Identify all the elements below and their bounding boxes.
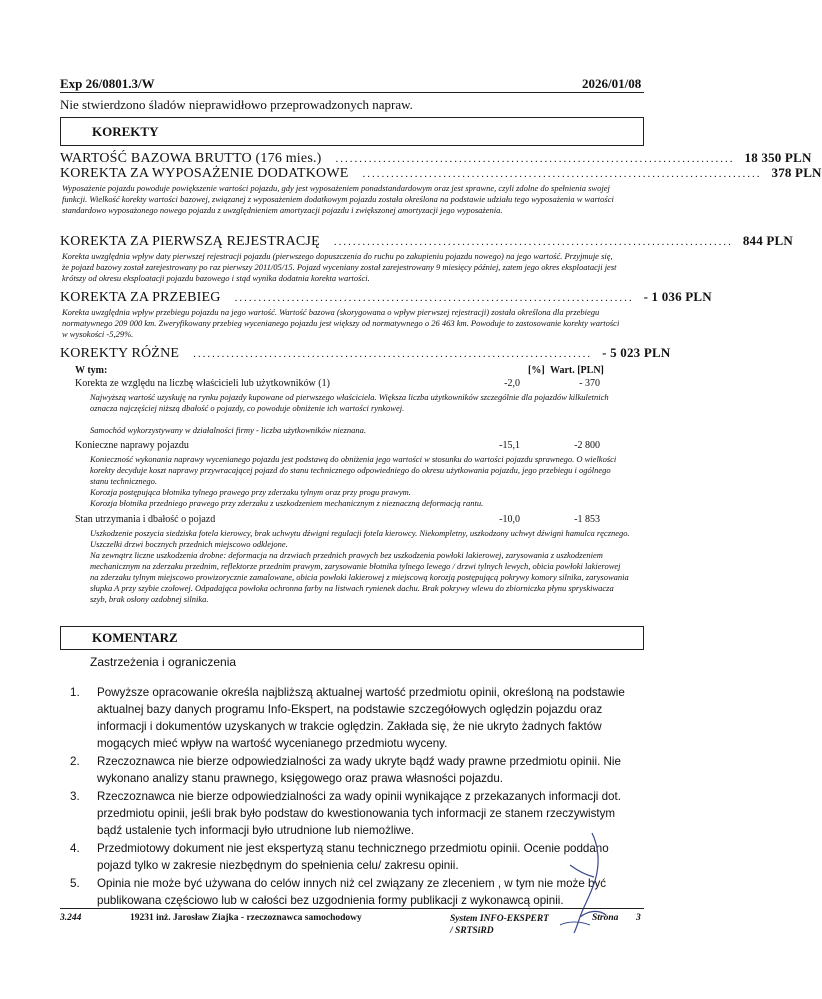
misc-item-note-2: Na zewnątrz liczne uszkodzenia drobne: deformacja na drzwiach przednich prawych bez uszkodzenia powłoki lakierowej, zarysowania z uszkodzeniem mechanicznym na zderzaku przednim, reflektorze przednim prawym, zarysowanie błotnika tylnego lewego / drzwi tylnych lewych, obicia powłoki lakierowej na zderzaku tylnym miejscowo prowizorycznie zamalowane, obicia powłoki lakierowej z miejscową korozją postępującą pokrywy komory silnika, zarysowania słupka A przy szybie czołowej. Odpadająca powłoka ochronna farby na listwach rynienek dachu. Brak pokrywy wlewu do zbiorniczka płynu spryskiwacza szyb, brak osłony ozdobnej silnika.	[90, 550, 629, 604]
repair-note: Nie stwierdzono śladów nieprawidłowo przeprowadzonych napraw.	[60, 97, 413, 112]
list-item-text: Rzeczoznawca nie bierze odpowiedzialności za wady ukryte bądź wady prawne przedmiotu opinii. Nie wykonano analizy stanu prawnego, księgowego oraz prawa własności pojazdu.	[97, 755, 621, 785]
equipment-label: KOREKTA ZA WYPOSAŻENIE DODATKOWE	[60, 166, 349, 181]
misc-item-value: -1 853	[574, 514, 600, 525]
misc-item-note-2: Samochód wykorzystywany w działalności firmy - liczba użytkowników nieznana.	[90, 425, 366, 435]
footer-rule	[60, 908, 644, 909]
list-item	[70, 753, 630, 787]
first-registration-row	[60, 233, 793, 250]
list-item-text: Przedmiotowy dokument nie jest ekspertyzą stanu technicznego przedmiotu opinii. Ocenie poddano pojazd tylko w zakresie niezbędnym do spełnienia celu/ zakresu opinii.	[97, 842, 609, 872]
list-item	[70, 684, 630, 752]
base-value-amount: 18 350 PLN	[744, 150, 812, 165]
mileage-note: Korekta uwzględnia wpływ przebiegu pojazdu na jego wartość. Wartość bazowa (skorygowana o wpływ pierwszej rejestracji) została określona dla przebiegu normatywnego 209 000 km. Zweryfikowany przebieg wycenianego pojazdu jest większy od normatywnego o 26 463 km. Powoduje to zastosowanie korekty wartości w wysokości -5,29%.	[62, 307, 620, 339]
comment-subtitle: Zastrzeżenia i ograniczenia	[90, 655, 237, 669]
list-item-number: 3.	[70, 790, 80, 803]
misc-in-it: W tym:	[75, 365, 108, 376]
mileage-amount: - 1 036 PLN	[643, 289, 712, 304]
leader-dots: ....................................................................................	[335, 153, 735, 165]
misc-item-pct: -2,0	[504, 378, 520, 389]
base-value-label: WARTOŚĆ BAZOWA BRUTTO (176 mies.)	[60, 151, 322, 166]
list-item-number: 5.	[70, 877, 80, 890]
list-item-text: Powyższe opracowanie określa najbliższą aktualnej wartość przedmiotu opinii, określoną na podstawie aktualnej bazy danych programu Info-Ekspert, na podstawie szczegółowych oględzin pojazdu oraz informacji i dokumentów uzyskanych w trakcie oględzin. Zakłada się, że nie ukryto żadnych faktów mogących mieć wpływ na wartość wycenianego przedmiotu wyceny.	[97, 686, 625, 750]
leader-dots: ....................................................................................	[193, 348, 593, 360]
document-date: 2026/01/08	[582, 76, 642, 91]
equipment-row	[60, 165, 822, 182]
document-id: Exp 26/0801.3/W	[60, 76, 155, 91]
leader-dots: ....................................................................................	[333, 236, 733, 248]
mileage-row	[60, 289, 712, 306]
list-item-number: 1.	[70, 686, 80, 699]
misc-item-note: Konieczność wykonania naprawy wycenianego pojazdu jest podstawą do obniżenia jego wartości w stosunku do wartości pojazdu sprawnego. O wielkości korekty decyduje koszt naprawy przywracającej pojazd do stanu technicznego odpowiedniego do okresu użytkowania pojazdu, jego przebiegu i ogólnego stanu technicznego.	[90, 454, 617, 486]
misc-item-note: Uszkodzenie poszycia siedziska fotela kierowcy, brak uchwytu dźwigni regulacji fotela kierowcy. Niekompletny, uszkodzony uchwyt dźwigni hamulca ręcznego. Uszczelki drzwi bocznych przednich miejscowo odklejone.	[90, 528, 630, 549]
footer-page-number: 3	[636, 913, 641, 923]
list-item-text: Rzeczoznawca nie bierze odpowiedzialności za wady opinii wynikające z przekazanych informacji dot. przedmiotu opinii, jeśli brak było podstaw do kwestionowania tych informacji ze stanem rzeczywistym bądź ustalenie tych informacji było utrudnione lub niemożliwe.	[97, 790, 621, 837]
leader-dots: ....................................................................................	[234, 292, 634, 304]
misc-item-pct: -15,1	[499, 440, 520, 451]
misc-item-note-2: Korozja postępująca błotnika tylnego prawego przy zderzaku tylnym oraz przy progu prawym.	[90, 487, 411, 497]
misc-col-pct: [%]	[528, 365, 545, 376]
misc-col-value: Wart. [PLN]	[550, 365, 604, 376]
corrections-title: KOREKTY	[92, 124, 159, 139]
equipment-amount: 378 PLN	[771, 165, 822, 180]
header-rule	[60, 92, 644, 93]
misc-item-pct: -10,0	[499, 514, 520, 525]
first-registration-amount: 844 PLN	[742, 233, 793, 248]
list-item-number: 2.	[70, 755, 80, 768]
footer-system: System INFO-EKSPERT / SRTSiRD	[450, 914, 549, 936]
misc-item-note: Najwyższą wartość uzyskuję na rynku pojazdy kupowane od pierwszego właściciela. Większa liczba użytkowników szczególnie dla pojazdów kilkuletnich oznacza najczęściej niższą dbałość o pojazdy, co powoduje obniżenie ich wartości rynkowej.	[90, 392, 609, 413]
misc-item-note-3: Korozja błotnika przedniego prawego przy zderzaku z uszkodzeniem mechanicznym z nieznaczną deformacją rantu.	[90, 498, 484, 508]
misc-item-label: Konieczne naprawy pojazdu	[75, 440, 189, 451]
mileage-label: KOREKTA ZA PRZEBIEG	[60, 290, 221, 305]
footer-author: 19231 inż. Jarosław Ziajka - rzeczoznawca samochodowy	[130, 913, 362, 923]
first-registration-note: Korekta uwzględnia wpływ daty pierwszej rejestracji pojazdu (pierwszego dopuszczenia do ruchu po zakupieniu pojazdu nowego) na jego wartość. Przyjmuje się, że pojazd bazowy został zarejestrowany po raz pierwszy 2011/05/15. Pojazd wyceniany został zarejestrowany 9 miesięcy później, zatem jego okres eksploatacji jest krótszy od okresu eksploatacji pojazdu bazowego i stąd wynika dodatnia korekta wartości.	[62, 251, 617, 283]
misc-item-label: Korekta ze względu na liczbę właścicieli lub użytkowników (1)	[75, 378, 330, 389]
footer-code: 3.244	[60, 913, 82, 923]
misc-row	[60, 345, 671, 362]
footer-page-label: Strona	[592, 913, 619, 923]
comment-title: KOMENTARZ	[92, 630, 178, 645]
equipment-note: Wyposażenie pojazdu powoduje powiększenie wartości pojazdu, gdy jest wyposażeniem ponadstandardowym oraz jest sprawne, czyli zdolne do spełnienia swojej funkcji. Wielkość korekty wartości bazowej, związanej z wyposażeniem dodatkowym pojazdu została określona na podstawie udziału tego wyposażenia w wartości standardowo wyposażonego nowego pojazdu z uwzględnieniem amortyzacji pojazdu i zwiększonej amortyzacji jego wyposażenia.	[62, 183, 614, 215]
misc-amount: - 5 023 PLN	[602, 345, 671, 360]
misc-label: KOREKTY RÓŻNE	[60, 346, 180, 361]
misc-item-value: -2 800	[574, 440, 600, 451]
list-item-number: 4.	[70, 842, 80, 855]
misc-item-value: - 370	[579, 378, 600, 389]
misc-item-label: Stan utrzymania i dbałość o pojazd	[75, 514, 216, 525]
list-item-text: Opinia nie może być używana do celów innych niż cel związany ze zleceniem , w tym nie może być publikowana częściowo lub w całości bez uzgodnienia formy publikacji z wykonawcą opinii.	[97, 877, 607, 907]
leader-dots: ....................................................................................	[362, 168, 762, 180]
first-registration-label: KOREKTA ZA PIERWSZĄ REJESTRACJĘ	[60, 234, 320, 249]
